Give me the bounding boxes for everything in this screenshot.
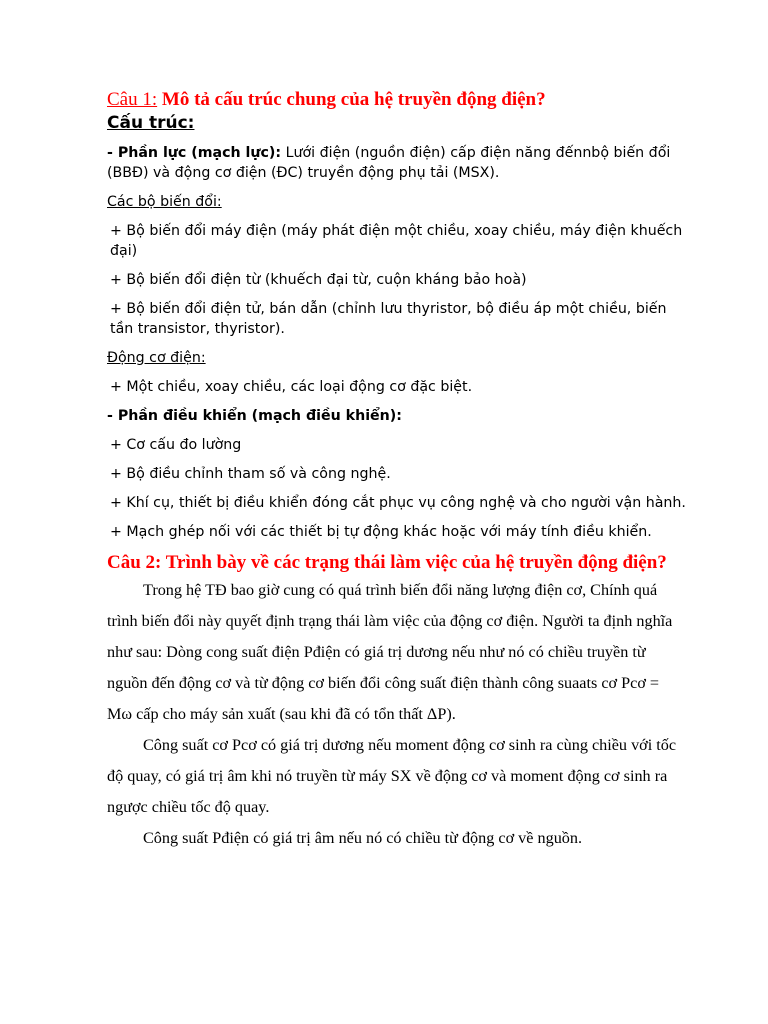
control-item: + Mạch ghép nối với các thiết bị tự động khác hoặc với máy tính điều khiển. [110,524,652,540]
converters-heading: Các bộ biến đổi: [107,194,222,210]
body-paragraph: Công suất Pđiện có giá trị âm nếu nó có chiều từ động cơ về nguồn. [143,829,583,847]
power-part-text: Lưới điện (nguồn điện) cấp điện năng đếnnbộ biến đổi (BBĐ) và động cơ điện (ĐC) truyền động phụ tải (MSX). [107,145,671,181]
body-paragraph: Công suất cơ Pcơ có giá trị dương nếu moment động cơ sinh ra cùng chiều với tốc độ quay, có giá trị âm khi nó truyền từ máy SX về động cơ và moment động cơ sinh ra ngược chiều tốc độ quay. [107,736,677,816]
question-1-title [107,88,687,112]
converter-item: + Bộ biến đổi máy điện (máy phát điện một chiều, xoay chiều, máy điện khuếch đại) [110,223,683,259]
control-item: + Khí cụ, thiết bị điều khiển đóng cắt phục vụ công nghệ và cho người vận hành. [110,495,686,511]
converter-item: + Bộ biến đổi điện từ (khuếch đại từ, cuộn kháng bảo hoà) [110,272,527,288]
motor-item: + Một chiều, xoay chiều, các loại động cơ đặc biệt. [110,379,473,395]
power-part-label: - Phần lực (mạch lực): [107,145,282,161]
power-part-paragraph [107,143,687,183]
control-item: + Cơ cấu đo lường [110,437,242,453]
question-1-prefix: Câu 1: [107,89,158,110]
motors-heading: Động cơ điện: [107,350,206,366]
control-part-heading [107,406,687,426]
control-item: + Bộ điều chỉnh tham số và công nghệ. [110,466,391,482]
question-1-text: Mô tả cấu trúc chung của hệ truyền động điện? [157,89,546,110]
control-part-label: - Phần điều khiển (mạch điều khiển): [107,408,402,424]
body-paragraph: Trong hệ TĐ bao giờ cung có quá trình biến đổi năng lượng điện cơ, Chính quá trình biến đổi này quyết định trạng thái làm việc của động cơ điện. Người ta định nghĩa như sau: Dòng cong suất điện Pđiện có giá trị dương nếu như nó có chiều truyền từ nguồn đến động cơ và từ động cơ biến đổi công suất điện thành công suaats cơ Pcơ = Mω cấp cho máy sản xuất (sau khi đã có tổn thất ΔP). [107,581,673,723]
structure-heading: Cấu trúc: [107,113,195,133]
question-2-title: Câu 2: Trình bày về các trạng thái làm việc của hệ truyền động điện? [107,552,667,573]
question-2-body [107,575,687,854]
converter-item: + Bộ biến đổi điện tử, bán dẫn (chỉnh lưu thyristor, bộ điều áp một chiều, biến tần transistor, thyristor). [110,301,667,337]
document-page [107,88,687,854]
